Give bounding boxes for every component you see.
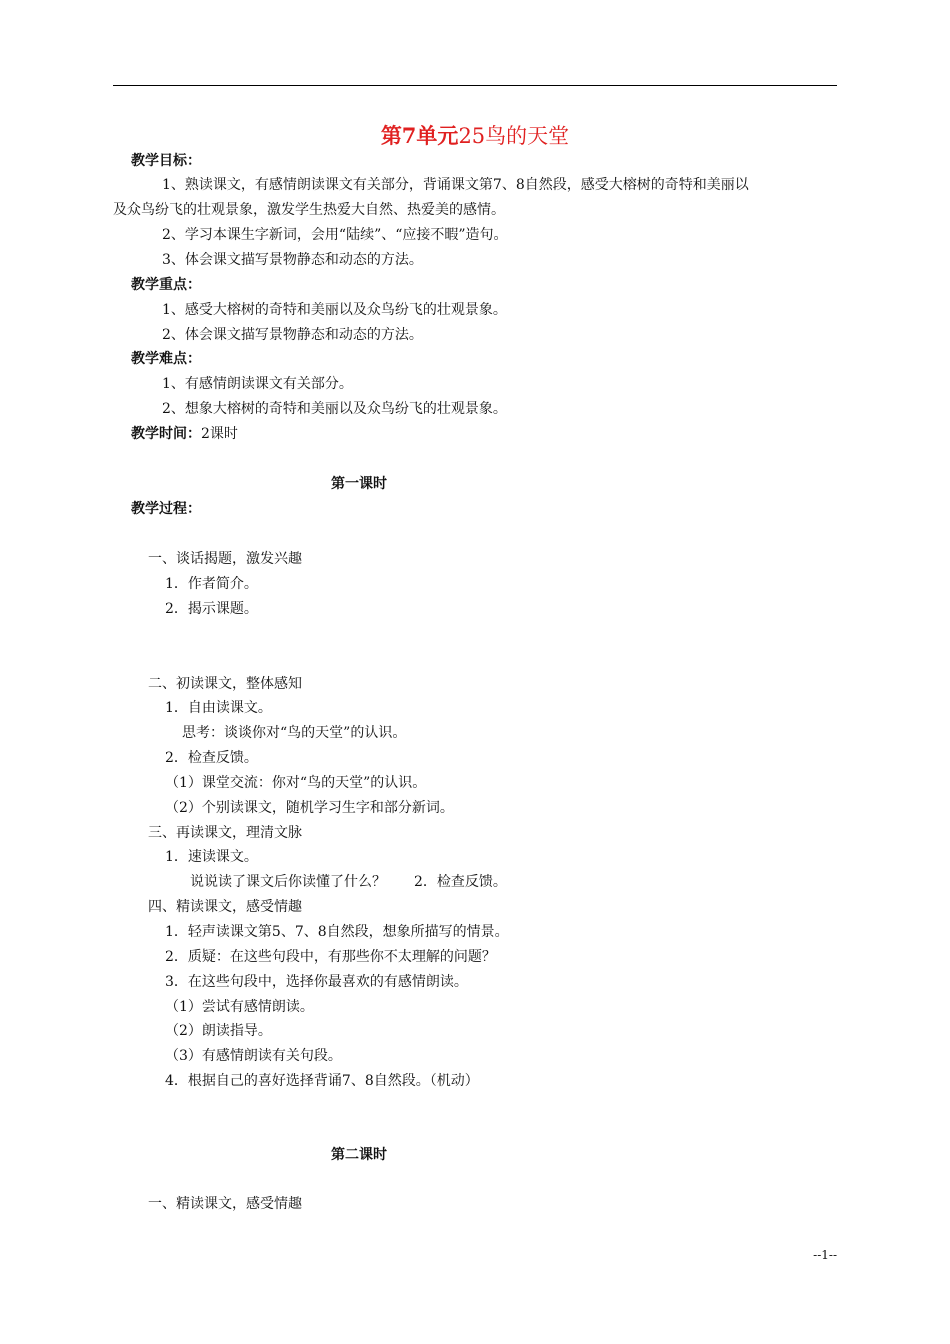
section-4-item-3-c: （3）有感情朗读有关句段。 xyxy=(165,1048,342,1064)
section-3-item-1: 1．速读课文。 xyxy=(165,849,258,865)
objective-3: 3、体会课文描写景物静态和动态的方法。 xyxy=(162,252,423,268)
title-lesson: 25鸟的天堂 xyxy=(458,124,570,148)
key-point-1: 1、感受大榕树的奇特和美丽以及众鸟纷飞的壮观景象。 xyxy=(162,302,507,318)
objective-1-line-1: 1、熟读课文，有感情朗读课文有关部分，背诵课文第7、8自然段，感受大榕树的奇特和美丽以 xyxy=(162,177,749,193)
document-title xyxy=(0,122,950,150)
process-heading: 教学过程： xyxy=(131,501,201,517)
difficulty-2: 2、想象大榕树的奇特和美丽以及众鸟纷飞的壮观景象。 xyxy=(162,401,507,417)
objectives-heading: 教学目标： xyxy=(131,153,201,169)
section-1-item-2: 2．揭示课题。 xyxy=(165,601,258,617)
lesson-1-heading: 第一课时 xyxy=(331,476,387,492)
teaching-time xyxy=(131,424,238,444)
header-rule xyxy=(113,85,837,86)
section-3-title: 三、再读课文，理清文脉 xyxy=(148,825,302,841)
section-2-title: 二、初读课文，整体感知 xyxy=(148,676,302,692)
section-4-item-2: 2．质疑：在这些句段中，有那些你不太理解的问题？ xyxy=(165,949,496,965)
objective-1-line-2: 及众鸟纷飞的壮观景象，激发学生热爱大自然、热爱美的感情。 xyxy=(113,202,505,218)
section-2-item-2-a: （1）课堂交流：你对“鸟的天堂”的认识。 xyxy=(165,775,427,791)
section-4-item-3: 3．在这些句段中，选择你最喜欢的有感情朗读。 xyxy=(165,974,468,990)
section-2-item-2: 2．检查反馈。 xyxy=(165,750,258,766)
section-4-item-3-a: （1）尝试有感情朗读。 xyxy=(165,999,314,1015)
difficulty-1: 1、有感情朗读课文有关部分。 xyxy=(162,376,353,392)
section-4-title: 四、精读课文，感受情趣 xyxy=(148,899,302,915)
section-1-item-1: 1．作者简介。 xyxy=(165,576,258,592)
section-3-item-1-note: 说说读了课文后你读懂了什么？ 2．检查反馈。 xyxy=(190,874,507,890)
objective-2: 2、学习本课生字新词，会用“陆续”、“应接不暇”造句。 xyxy=(162,227,508,243)
key-points-heading: 教学重点： xyxy=(131,277,201,293)
difficulties-heading: 教学难点： xyxy=(131,351,201,367)
teaching-time-value: 2课时 xyxy=(201,426,238,442)
key-point-2: 2、体会课文描写景物静态和动态的方法。 xyxy=(162,327,423,343)
title-unit: 第7单元 xyxy=(380,123,459,148)
teaching-time-label: 教学时间： xyxy=(131,426,201,442)
section-4-item-1: 1．轻声读课文第5、7、8自然段，想象所描写的情景。 xyxy=(165,924,509,940)
page-number: --1-- xyxy=(813,1248,837,1262)
section-4-item-3-b: （2）朗读指导。 xyxy=(165,1023,272,1039)
lesson-2-section-1-title: 一、精读课文，感受情趣 xyxy=(148,1196,302,1212)
section-1-title: 一、谈话揭题，激发兴趣 xyxy=(148,551,302,567)
section-2-item-2-b: （2）个别读课文，随机学习生字和部分新词。 xyxy=(165,800,454,816)
lesson-2-heading: 第二课时 xyxy=(331,1147,387,1163)
section-4-item-4: 4．根据自己的喜好选择背诵7、8自然段。（机动） xyxy=(165,1073,479,1089)
section-2-item-1: 1．自由读课文。 xyxy=(165,700,272,716)
section-2-item-1-note: 思考：谈谈你对“鸟的天堂”的认识。 xyxy=(182,725,407,741)
